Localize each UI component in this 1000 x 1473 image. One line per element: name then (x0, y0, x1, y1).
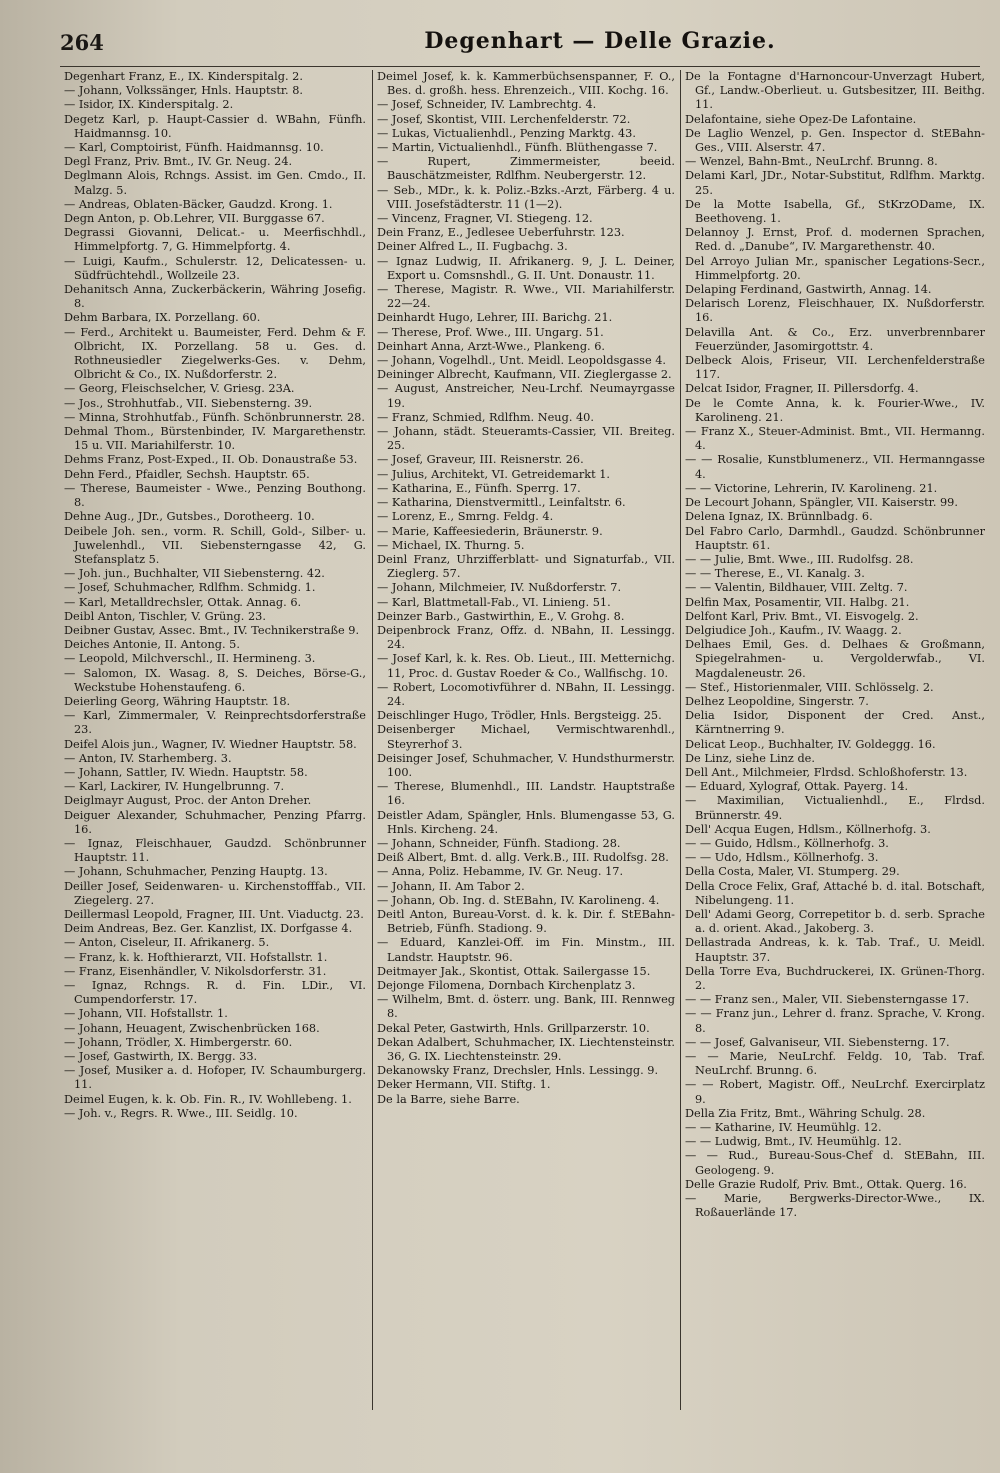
directory-entry: — Therese, Prof. Wwe., III. Ungarg. 51. (377, 325, 604, 339)
directory-entry: — Joh. v., Regrs. R. Wwe., III. Seidlg. 10. (64, 1106, 298, 1120)
directory-entry: Del Fabro Carlo, Darmhdl., Gaudzd. Schönbrunner Hauptstr. 61. (685, 524, 985, 552)
directory-entry: Deiches Antonie, II. Antong. 5. (64, 638, 240, 652)
directory-entry: — Georg, Fleischselcher, V. Griesg. 23A. (64, 382, 295, 396)
directory-entry: De Laglio Wenzel, p. Gen. Inspector d. StEBahn-Ges., VIII. Alserstr. 47. (685, 126, 985, 155)
directory-entry: — Franz, k. k. Hofthierarzt, VII. Hofstallstr. 1. (64, 950, 328, 964)
directory-entry: — Anna, Poliz. Hebamme, IV. Gr. Neug. 17. (377, 865, 624, 879)
directory-entry: — Andreas, Oblaten-Bäcker, Gaudzd. Krong. 1. (64, 197, 333, 211)
directory-entry: — Michael, IX. Thurng. 5. (377, 538, 525, 552)
directory-entry: — — Rosalie, Kunstblumenerz., VII. Hermanngasse 4. (685, 453, 985, 481)
directory-entry: — — Rud., Bureau-Sous-Chef d. StEBahn, III. Geologeng. 9. (685, 1149, 985, 1177)
directory-entry: Dehms Franz, Post-Exped., II. Ob. Donaustraße 53. (64, 453, 358, 467)
directory-entry: Deimel Josef, k. k. Kammerbüchsenspanner, F. O., Bes. d. großh. hess. Ehrenzeich., VIII. Kochg. 16. (377, 70, 675, 98)
directory-entry: — Franz, Schmied, Rdlfhm. Neug. 40. (377, 410, 594, 424)
directory-entry: Dekan Adalbert, Schuhmacher, IX. Liechtensteinstr. 36, G. IX. Liechtensteinstr. 29. (377, 1035, 675, 1064)
directory-entry: — — Marie, NeuLrchf. Feldg. 10, Tab. Traf. NeuLrchf. Brunng. 6. (685, 1050, 985, 1078)
directory-entry: Dell' Adami Georg, Correpetitor b. d. serb. Sprache a. d. orient. Akad., Jakoberg. 3. (685, 907, 985, 936)
directory-entry: Degrassi Giovanni, Delicat.- u. Meerfischhdl., Himmelpfortg. 7, G. Himmelpfortg. 4. (64, 226, 366, 254)
directory-entry: Deischlinger Hugo, Trödler, Hnls. Bergsteigg. 25. (377, 709, 662, 723)
running-head: Degenhart — Delle Grazie. (424, 28, 776, 54)
directory-entry: Delfont Karl, Priv. Bmt., VI. Eisvogelg. 2. (685, 609, 919, 623)
directory-entry: — Ignaz, Rchngs. R. d. Fin. LDir., VI. Cumpendorferstr. 17. (64, 979, 366, 1007)
directory-entry: De la Barre, siehe Barre. (377, 1092, 520, 1106)
directory-entry: Dehm Barbara, IX. Porzellang. 60. (64, 311, 261, 325)
directory-entry: — Eduard, Xylograf, Ottak. Payerg. 14. (685, 780, 909, 794)
directory-entry: — Marie, Kaffeesiederin, Bräunerstr. 9. (377, 524, 603, 538)
directory-entry: Deimel Eugen, k. k. Ob. Fin. R., IV. Wohllebeng. 1. (64, 1092, 352, 1106)
directory-entry: — Therese, Magistr. R. Wwe., VII. Mariahilferstr. 22—24. (377, 283, 675, 311)
directory-entry: — Stef., Historienmaler, VIII. Schlösselg. 2. (685, 680, 934, 694)
directory-entry: De la Fontagne d'Harnoncour-Unverzagt Hubert, Gf., Landw.-Oberlieut. u. Gutsbesitzer, III. Beithg. 11. (685, 70, 985, 112)
directory-entry: Deillermasl Leopold, Fragner, III. Unt. Viaductg. 23. (64, 907, 364, 921)
directory-entry: Deistler Adam, Spängler, Hnls. Blumengasse 53, G. Hnls. Kircheng. 24. (377, 808, 675, 836)
directory-entry: — Lorenz, E., Smrng. Feldg. 4. (377, 510, 554, 524)
directory-entry: — Robert, Locomotivführer d. NBahn, II. Lessingg. 24. (377, 680, 675, 708)
directory-entry: — Johann, Volkssänger, Hnls. Hauptstr. 8. (64, 84, 304, 98)
directory-entry: Delarisch Lorenz, Fleischhauer, IX. Nußdorferstr. 16. (685, 297, 985, 325)
directory-entry: Dehne Aug., JDr., Gutsbes., Dorotheerg. 10. (64, 510, 315, 524)
directory-entry: Delavilla Ant. & Co., Erz. unverbrennbarer Feuerzünder, Jasomirgottstr. 4. (685, 325, 985, 353)
directory-entry: — Johann, VII. Hofstallstr. 1. (64, 1007, 228, 1021)
directory-entry: — Johann, Vogelhdl., Unt. Meidl. Leopoldsgasse 4. (377, 354, 666, 368)
directory-entry: Dekal Peter, Gastwirth, Hnls. Grillparzerstr. 10. (377, 1021, 650, 1035)
directory-entry: De Lecourt Johann, Spängler, VII. Kaiserstr. 99. (685, 496, 958, 510)
directory-entry: — Katharina, E., Fünfh. Sperrg. 17. (377, 481, 581, 495)
directory-entry: — Martin, Victualienhdl., Fünfh. Blüthengasse 7. (377, 141, 658, 155)
directory-entry: — Julius, Architekt, VI. Getreidemarkt 1. (377, 467, 611, 481)
directory-entry: Deinl Franz, Uhrzifferblatt- und Signaturfab., VII. Zieglerg. 57. (377, 552, 675, 581)
directory-entry: — — Udo, Hdlsm., Köllnerhofg. 3. (685, 851, 879, 865)
directory-entry: — — Franz sen., Maler, VII. Siebensterngasse 17. (685, 993, 970, 1007)
directory-column-2 (372, 70, 675, 1410)
directory-entry: Deisenberger Michael, Vermischtwarenhdl., Steyrerhof 3. (377, 723, 675, 751)
directory-column-1 (64, 70, 366, 1410)
directory-entry: Delle Grazie Rudolf, Priv. Bmt., Ottak. Querg. 16. (685, 1177, 967, 1191)
directory-entry: Dell' Acqua Eugen, Hdlsm., Köllnerhofg. 3. (685, 822, 931, 836)
directory-entry: De la Motte Isabella, Gf., StKrzODame, IX. Beethoveng. 1. (685, 197, 985, 226)
directory-entry: Delhez Leopoldine, Singerstr. 7. (685, 694, 869, 708)
directory-entry: Dehmal Thom., Bürstenbinder, IV. Margarethenstr. 15 u. VII. Mariahilferstr. 10. (64, 425, 366, 453)
directory-entry: Deinhardt Hugo, Lehrer, III. Barichg. 21. (377, 311, 613, 325)
directory-entry: Della Zia Fritz, Bmt., Währing Schulg. 28. (685, 1106, 926, 1120)
directory-entry: — Franz, Eisenhändler, V. Nikolsdorferstr. 31. (64, 964, 327, 978)
page-header (60, 26, 940, 66)
directory-entry: Delannoy J. Ernst, Prof. d. modernen Sprachen, Red. d. „Danube“, IV. Margarethenstr. 40. (685, 226, 985, 254)
directory-entry: Deiß Albert, Bmt. d. allg. Verk.B., III. Rudolfsg. 28. (377, 851, 669, 865)
directory-entry: Del Arroyo Julian Mr., spanischer Legations-Secr., Himmelpfortg. 20. (685, 254, 985, 282)
directory-entry: — Joh. jun., Buchhalter, VII Siebensterng. 42. (64, 567, 325, 581)
directory-entry: — — Katharine, IV. Heumühlg. 12. (685, 1121, 882, 1135)
directory-entry: — Karl, Lackirer, IV. Hungelbrunng. 7. (64, 780, 285, 794)
directory-entry: Deitmayer Jak., Skontist, Ottak. Sailergasse 15. (377, 964, 651, 978)
directory-entry: Deifel Alois jun., Wagner, IV. Wiedner Hauptstr. 58. (64, 737, 357, 751)
directory-entry: Deiner Alfred L., II. Fugbachg. 3. (377, 240, 568, 254)
directory-entry: — Josef, Skontist, VIII. Lerchenfelderstr. 72. (377, 112, 631, 126)
directory-entry: Delcat Isidor, Fragner, II. Pillersdorfg. 4. (685, 382, 919, 396)
directory-entry: — Josef, Musiker a. d. Hofoper, IV. Schaumburgerg. 11. (64, 1064, 366, 1092)
directory-entry: Della Croce Felix, Graf, Attaché b. d. ital. Botschaft, Nibelungeng. 11. (685, 879, 985, 907)
directory-entry: — — Ludwig, Bmt., IV. Heumühlg. 12. (685, 1135, 902, 1149)
directory-entry: Dell Ant., Milchmeier, Flrdsd. Schloßhoferstr. 13. (685, 765, 968, 779)
directory-entry: Delena Ignaz, IX. Brünnlbadg. 6. (685, 510, 873, 524)
directory-entry: Della Costa, Maler, VI. Stumperg. 29. (685, 865, 900, 879)
directory-entry: Deininger Albrecht, Kaufmann, VII. Zieglergasse 2. (377, 368, 672, 382)
directory-entry: Deker Hermann, VII. Stiftg. 1. (377, 1078, 551, 1092)
directory-entry: — Josef Karl, k. k. Res. Ob. Lieut., III. Metternichg. 11, Proc. d. Gustav Roeder & Co., Wallfischg. 10. (377, 652, 675, 680)
directory-entry: Deglmann Alois, Rchngs. Assist. im Gen. Cmdo., II. Malzg. 5. (64, 169, 366, 197)
directory-entry: — — Josef, Galvaniseur, VII. Siebensterng. 17. (685, 1035, 950, 1049)
directory-entry: — Johann, Trödler, X. Himbergerstr. 60. (64, 1035, 293, 1049)
directory-entry: Deibner Gustav, Assec. Bmt., IV. Technikerstraße 9. (64, 623, 360, 637)
directory-entry: Delami Karl, JDr., Notar-Substitut, Rdlfhm. Marktg. 25. (685, 169, 985, 197)
directory-entry: — Johann, Sattler, IV. Wiedn. Hauptstr. 58. (64, 765, 308, 779)
directory-entry: — Karl, Comptoirist, Fünfh. Haidmannsg. 10. (64, 141, 324, 155)
directory-entry: Degenhart Franz, E., IX. Kinderspitalg. 2. (64, 70, 303, 83)
directory-entry: Delia Isidor, Disponent der Cred. Anst., Kärntnerring 9. (685, 709, 985, 737)
directory-entry: — Isidor, IX. Kinderspitalg. 2. (64, 98, 234, 112)
directory-entry: — Johann, Milchmeier, IV. Nußdorferstr. 7. (377, 581, 622, 595)
directory-entry: Delafontaine, siehe Opez-De Lafontaine. (685, 112, 917, 126)
directory-entry: Dellastrada Andreas, k. k. Tab. Traf., U. Meidl. Hauptstr. 37. (685, 936, 985, 964)
directory-entry: — — Robert, Magistr. Off., NeuLrchf. Exercirplatz 9. (685, 1078, 985, 1106)
header-rule (60, 66, 980, 67)
directory-entry: — — Therese, E., VI. Kanalg. 3. (685, 567, 865, 581)
directory-entry: Deiller Josef, Seidenwaren- u. Kirchenstofffab., VII. Ziegelerg. 27. (64, 879, 366, 907)
directory-entry: — Rupert, Zimmermeister, beeid. Bauschätzmeister, Rdlfhm. Neubergerstr. 12. (377, 155, 675, 183)
directory-entry: Delbeck Alois, Friseur, VII. Lerchenfelderstraße 117. (685, 354, 985, 382)
directory-entry: — — Franz jun., Lehrer d. franz. Sprache, V. Krong. 8. (685, 1007, 985, 1035)
directory-entry: — Johann, städt. Steueramts-Cassier, VII. Breiteg. 25. (377, 425, 675, 453)
directory-entry: Deipenbrock Franz, Offz. d. NBahn, II. Lessingg. 24. (377, 623, 675, 652)
directory-entry: — Ignaz Ludwig, II. Afrikanerg. 9, J. L. Deiner, Export u. Comsnshdl., G. II. Unt. Donaustr. 11. (377, 254, 675, 282)
directory-entry: Deierling Georg, Währing Hauptstr. 18. (64, 694, 291, 708)
directory-entry: Deibl Anton, Tischler, V. Grüng. 23. (64, 609, 266, 623)
directory-entry: — Anton, IV. Starhemberg. 3. (64, 751, 232, 765)
directory-entry: — August, Anstreicher, Neu-Lrchf. Neumayrgasse 19. (377, 382, 675, 410)
directory-entry: — Johann, Ob. Ing. d. StEBahn, IV. Karolineng. 4. (377, 893, 660, 907)
directory-entry: — Leopold, Milchverschl., II. Hermineng. 3. (64, 652, 316, 666)
directory-entry: — Josef, Schneider, IV. Lambrechtg. 4. (377, 98, 597, 112)
directory-entry: Deisinger Josef, Schuhmacher, V. Hundsthurmerstr. 100. (377, 751, 675, 779)
directory-entry: — Marie, Bergwerks-Director-Wwe., IX. Roßauerlände 17. (685, 1192, 985, 1220)
directory-entry: — Karl, Zimmermaler, V. Reinprechtsdorferstraße 23. (64, 709, 366, 737)
directory-entry: Degn Anton, p. Ob.Lehrer, VII. Burggasse 67. (64, 212, 325, 226)
directory-column-3 (680, 70, 985, 1410)
directory-entry: Deinzer Barb., Gastwirthin, E., V. Grohg. 8. (377, 609, 625, 623)
directory-entry: — Salomon, IX. Wasag. 8, S. Deiches, Börse-G., Weckstube Hohenstaufeng. 6. (64, 666, 366, 694)
directory-entry: — Karl, Blattmetall-Fab., VI. Linieng. 51. (377, 595, 611, 609)
directory-entry: Dejonge Filomena, Dornbach Kirchenplatz 3. (377, 979, 636, 992)
directory-entry: — Josef, Gastwirth, IX. Bergg. 33. (64, 1050, 258, 1064)
directory-entry: — Wilhelm, Bmt. d. österr. ung. Bank, III. Rennweg 8. (377, 993, 675, 1021)
directory-entry: De Linz, siehe Linz de. (685, 751, 815, 765)
page-number: 264 (60, 30, 104, 55)
directory-entry: Dekanowsky Franz, Drechsler, Hnls. Lessingg. 9. (377, 1064, 659, 1078)
directory-entry: Deitl Anton, Bureau-Vorst. d. k. k. Dir. f. StEBahn-Betrieb, Fünfh. Stadiong. 9. (377, 907, 675, 936)
directory-entry: — Johann, Schuhmacher, Penzing Hauptg. 13. (64, 865, 328, 879)
directory-entry: Dehanitsch Anna, Zuckerbäckerin, Währing Josefig. 8. (64, 283, 366, 311)
directory-entry: Delfin Max, Posamentir, VII. Halbg. 21. (685, 595, 910, 609)
directory-entry: Deiglmayr August, Proc. der Anton Dreher. (64, 794, 312, 808)
directory-entry: De le Comte Anna, k. k. Fourier-Wwe., IV. Karolineng. 21. (685, 396, 985, 424)
directory-entry: — Katharina, Dienstvermittl., Leinfaltstr. 6. (377, 496, 626, 510)
directory-entry: — Therese, Baumeister - Wwe., Penzing Bouthong. 8. (64, 481, 366, 510)
directory-entry: — Josef, Schuhmacher, Rdlfhm. Schmidg. 1. (64, 581, 316, 595)
directory-entry: Dehn Ferd., Pfaidler, Sechsh. Hauptstr. 65. (64, 467, 310, 481)
directory-entry: Dein Franz, E., Jedlesee Ueberfuhrstr. 123. (377, 226, 625, 240)
directory-entry: — — Valentin, Bildhauer, VIII. Zeltg. 7. (685, 581, 908, 595)
directory-entry: — Josef, Graveur, III. Reisnerstr. 26. (377, 453, 584, 467)
directory-entry: — Luigi, Kaufm., Schulerstr. 12, Delicatessen- u. Südfrüchtehdl., Wollzeile 23. (64, 254, 366, 282)
directory-entry: Deinhart Anna, Arzt-Wwe., Plankeng. 6. (377, 339, 606, 353)
directory-entry: — Minna, Strohhutfab., Fünfh. Schönbrunnerstr. 28. (64, 410, 365, 424)
directory-entry: — — Julie, Bmt. Wwe., III. Rudolfsg. 28. (685, 552, 914, 566)
directory-entry: Delicat Leop., Buchhalter, IV. Goldeggg. 16. (685, 737, 936, 751)
directory-entry: — — Guido, Hdlsm., Köllnerhofg. 3. (685, 836, 889, 850)
directory-entry: — Vincenz, Fragner, VI. Stiegeng. 12. (377, 212, 593, 226)
directory-entry: Deim Andreas, Bez. Ger. Kanzlist, IX. Dorfgasse 4. (64, 922, 353, 936)
directory-entry: — Jos., Strohhutfab., VII. Siebensterng. 39. (64, 396, 313, 410)
directory-entry: Deiguer Alexander, Schuhmacher, Penzing Pfarrg. 16. (64, 808, 366, 836)
directory-entry: — Wenzel, Bahn-Bmt., NeuLrchf. Brunng. 8. (685, 155, 938, 169)
directory-entry: — Franz X., Steuer-Administ. Bmt., VII. Hermanng. 4. (685, 425, 985, 453)
directory-entry: — Johann, Schneider, Fünfh. Stadiong. 28. (377, 836, 621, 850)
directory-entry: — Karl, Metalldrechsler, Ottak. Annag. 6. (64, 595, 302, 609)
directory-entry: — Ferd., Architekt u. Baumeister, Ferd. Dehm & F. Olbricht, IX. Porzellang. 58 u. Ges. d. Rothneusiedler Ziegelwerks-Ges. v. Dehm, Olbricht & Co., IX. Nußdorferstr. 2. (64, 325, 366, 382)
directory-entry: Delgiudice Joh., Kaufm., IV. Waagg. 2. (685, 623, 902, 637)
directory-entry: — Lukas, Victualienhdl., Penzing Marktg. 43. (377, 126, 636, 140)
directory-entry: — Seb., MDr., k. k. Poliz.-Bzks.-Arzt, Färberg. 4 u. VIII. Josefstädterstr. 11 (1—2). (377, 183, 675, 211)
directory-entry: — — Victorine, Lehrerin, IV. Karolineng. 21. (685, 481, 938, 495)
directory-entry: Della Torre Eva, Buchdruckerei, IX. Grünen-Thorg. 2. (685, 964, 985, 992)
directory-entry: — Eduard, Kanzlei-Off. im Fin. Minstm., III. Landstr. Hauptstr. 96. (377, 936, 675, 964)
directory-entry: Delhaes Emil, Ges. d. Delhaes & Großmann, Spiegelrahmen- u. Vergolderwfab., VI. Magdaleneustr. 26. (685, 638, 985, 680)
directory-entry: Degl Franz, Priv. Bmt., IV. Gr. Neug. 24. (64, 155, 293, 169)
directory-entry: — Ignaz, Fleischhauer, Gaudzd. Schönbrunner Hauptstr. 11. (64, 836, 366, 865)
directory-entry: — Anton, Ciseleur, II. Afrikanerg. 5. (64, 936, 270, 950)
directory-entry: — Therese, Blumenhdl., III. Landstr. Hauptstraße 16. (377, 780, 675, 808)
directory-entry: — Maximilian, Victualienhdl., E., Flrdsd. Brünnerstr. 49. (685, 794, 985, 822)
directory-entry: Deibele Joh. sen., vorm. R. Schill, Gold-, Silber- u. Juwelenhdl., VII. Siebensterngasse 42, G. Stefansplatz 5. (64, 524, 366, 566)
directory-entry: Degetz Karl, p. Haupt-Cassier d. WBahn, Fünfh. Haidmannsg. 10. (64, 112, 366, 140)
directory-entry: — Johann, Heuagent, Zwischenbrücken 168. (64, 1021, 320, 1035)
directory-entry: Delaping Ferdinand, Gastwirth, Annag. 14. (685, 283, 932, 297)
directory-entry: — Johann, II. Am Tabor 2. (377, 879, 525, 893)
